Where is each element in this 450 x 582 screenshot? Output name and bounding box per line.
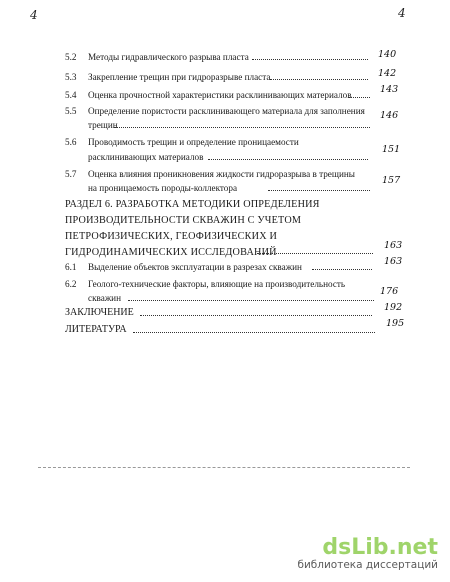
toc-page: 151 [382, 144, 401, 155]
toc-title: Закрепление трещин при гидроразрыве пласта [88, 72, 271, 82]
toc-title: ЗАКЛЮЧЕНИЕ [65, 307, 134, 318]
toc-number: 6.2 [65, 279, 77, 289]
dslib-logo: dsLib.net [322, 535, 438, 560]
toc-page: 192 [384, 302, 403, 313]
dot-leader [270, 73, 368, 80]
toc-page: 163 [384, 256, 403, 267]
toc-page: 163 [384, 240, 403, 251]
dot-leader [208, 153, 368, 160]
section-title-line2: ПРОИЗВОДИТЕЛЬНОСТИ СКВАЖИН С УЧЕТОМ [65, 215, 302, 226]
toc-page: 195 [386, 318, 405, 329]
toc-title-line2: на проницаемость породы-коллектора [88, 183, 238, 193]
dot-leader [348, 91, 370, 98]
toc-number: 5.3 [65, 72, 77, 82]
toc-title-line1: Определение пористости расклинивающего материала для заполнения [88, 106, 365, 116]
dot-leader [257, 247, 373, 254]
toc-number: 5.5 [65, 106, 77, 116]
dot-leader [128, 294, 374, 301]
dslib-subtitle: библиотека диссертаций [297, 559, 438, 571]
toc-title-line2: трещин [88, 120, 118, 130]
toc-page: 176 [380, 286, 399, 297]
toc-page: 143 [380, 84, 399, 95]
dot-leader [140, 309, 372, 316]
toc-title: ЛИТЕРАТУРА [65, 324, 127, 335]
handwritten-page-number: 4 [398, 6, 406, 20]
dslib-watermark [297, 537, 438, 572]
handwritten-mark-left: 4 [30, 8, 38, 22]
toc-number: 5.6 [65, 137, 77, 147]
toc-number: 5.2 [65, 52, 77, 62]
toc-title-line1: Оценка влияния проникновения жидкости гидроразрыва в трещины [88, 169, 355, 179]
scan-divider [38, 467, 410, 468]
toc-page: 146 [380, 110, 399, 121]
dot-leader [312, 263, 372, 270]
toc-page: 142 [378, 68, 397, 79]
section-title-line1: РАЗДЕЛ 6. РАЗРАБОТКА МЕТОДИКИ ОПРЕДЕЛЕНИЯ [65, 199, 320, 210]
toc-title: Выделение объектов эксплуатации в разрезах скважин [88, 262, 302, 272]
toc-number: 6.1 [65, 262, 77, 272]
toc-page: 157 [382, 175, 401, 186]
section-title-line4: ГИДРОДИНАМИЧЕСКИХ ИССЛЕДОВАНИЙ [65, 247, 277, 258]
dot-leader [133, 326, 375, 333]
toc-number: 5.4 [65, 90, 77, 100]
toc-title-line2: расклинивающих материалов [88, 152, 204, 162]
dot-leader [268, 184, 370, 191]
section-title-line3: ПЕТРОФИЗИЧЕСКИХ, ГЕОФИЗИЧЕСКИХ И [65, 231, 278, 242]
toc-number: 5.7 [65, 169, 77, 179]
dot-leader [252, 53, 368, 60]
dot-leader [114, 121, 370, 128]
toc-title-line2: скважин [88, 293, 122, 303]
toc-title: Оценка прочностной характеристики расклинивающих материалов [88, 90, 352, 100]
toc-page: 140 [378, 49, 397, 60]
toc-title-line1: Проводимость трещин и определение проницаемости [88, 137, 299, 147]
toc-title: Методы гидравлического разрыва пласта [88, 52, 249, 62]
toc-title-line1: Геолого-технические факторы, влияющие на производительность [88, 279, 346, 289]
